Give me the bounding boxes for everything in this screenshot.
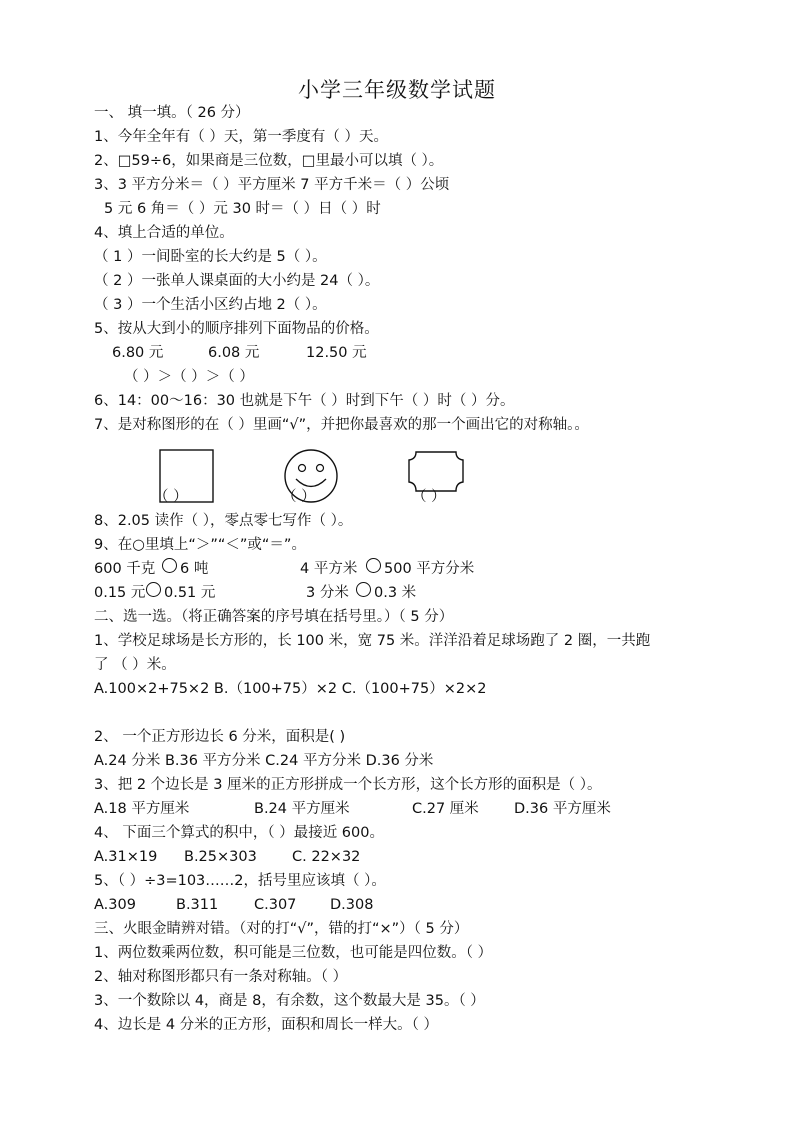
s3-question-2: 2、轴对称图形都只有一条对称轴。（ ） (94, 969, 348, 985)
option: C.27 厘米 (412, 801, 479, 817)
compare-left: 3 分米 (306, 585, 349, 601)
s3-question-3: 3、一个数除以 4，商是 8，有余数，这个数最大是 35。（ ） (94, 993, 485, 1009)
option: B.24 平方厘米 (254, 801, 350, 817)
option: C. 22×32 (292, 849, 361, 865)
s2-question-1-options: A.100×2+75×2 B.（100+75）×2 C.（100+75）×2×2 (94, 681, 487, 697)
option: A.31×19 (94, 849, 158, 865)
compare-circle (162, 558, 177, 573)
figure-bracket: （ ） (154, 489, 188, 505)
s1-question-5: 5、按从大到小的顺序排列下面物品的价格。 (94, 321, 379, 337)
price-item: 6.80 元 (112, 345, 164, 361)
compare-left: 600 千克 (94, 561, 156, 577)
section3-heading: 三、火眼金睛辨对错。（对的打“√”，错的打“×”）（ 5 分） (94, 921, 469, 937)
option: A.309 (94, 897, 136, 913)
compare-right: 0.3 米 (374, 585, 417, 601)
s1-question-7: 7、是对称图形的在（ ）里画“√”，并把你最喜欢的那一个画出它的对称轴。。 (94, 417, 589, 433)
figure-bracket: （ ） (412, 489, 446, 505)
compare-right: 500 平方分米 (384, 561, 475, 577)
s1-question-4-2: （ 2 ）一张单人课桌面的大小约是 24（ ）。 (94, 273, 380, 289)
figure-bracket: （ ） (282, 489, 316, 505)
s3-question-4: 4、边长是 4 分米的正方形，面积和周长一样大。（ ） (94, 1017, 439, 1033)
s1-question-2: 2、□59÷6，如果商是三位数，□里最小可以填（ ）。 (94, 153, 444, 169)
s2-question-4: 4、 下面三个算式的积中，（ ）最接近 600。 (94, 825, 384, 841)
s1-question-4-3: （ 3 ）一个生活小区约占地 2（ ）。 (94, 297, 327, 313)
compare-left: 4 平方米 (300, 561, 358, 577)
option: C.307 (254, 897, 297, 913)
price-order-blanks: （ ）＞（ ）＞（ ） (124, 369, 254, 385)
option: A.18 平方厘米 (94, 801, 190, 817)
s2-question-1a: 1、学校足球场是长方形的，长 100 米，宽 75 米。洋洋沿着足球场跑了 2 圈，一共跑 (94, 633, 651, 649)
s1-question-1: 1、今年全年有（ ）天，第一季度有（ ）天。 (94, 129, 388, 145)
price-item: 12.50 元 (306, 345, 367, 361)
compare-circle (356, 582, 371, 597)
s2-question-5: 5、（ ）÷3=103……2，括号里应该填（ ）。 (94, 873, 386, 889)
section2-heading: 二、选一选。（将正确答案的序号填在括号里。）（ 5 分） (94, 609, 454, 625)
compare-circle (146, 582, 161, 597)
s1-question-4-1: （ 1 ）一间卧室的长大约是 5（ ）。 (94, 249, 327, 265)
compare-right: 0.51 元 (164, 585, 216, 601)
s1-question-6: 6、14：00～16：30 也就是下午（ ）时到下午（ ）时（ ）分。 (94, 393, 515, 409)
compare-left: 0.15 元 (94, 585, 146, 601)
s3-question-1: 1、两位数乘两位数，积可能是三位数，也可能是四位数。（ ） (94, 945, 493, 961)
compare-circle (366, 558, 381, 573)
s1-question-3a: 3、3 平方分米＝（ ）平方厘米 7 平方千米＝（ ）公顷 (94, 177, 450, 193)
option: B.25×303 (184, 849, 257, 865)
option: D.308 (330, 897, 374, 913)
s2-question-2: 2、 一个正方形边长 6 分米，面积是( ) (94, 729, 346, 745)
price-item: 6.08 元 (208, 345, 260, 361)
s2-question-3: 3、把 2 个边长是 3 厘米的正方形拼成一个长方形，这个长方形的面积是（ ）。 (94, 777, 602, 793)
s1-question-8: 8、2.05 读作（ ），零点零七写作（ ）。 (94, 513, 353, 529)
section1-heading: 一、 填一填。（ 26 分） (94, 105, 250, 121)
s2-question-1b: 了 （ ）米。 (94, 657, 176, 673)
compare-right: 6 吨 (180, 561, 209, 577)
s2-question-2-options: A.24 分米 B.36 平方分米 C.24 平方分米 D.36 分米 (94, 753, 434, 769)
option: B.311 (176, 897, 219, 913)
s1-question-9: 9、在○里填上“＞”“＜”或“＝”。 (94, 537, 306, 553)
page-title: 小学三年级数学试题 (298, 78, 496, 102)
s1-question-3b: 5 元 6 角＝（ ）元 30 时＝（ ）日（ ）时 (104, 201, 381, 217)
option: D.36 平方厘米 (514, 801, 611, 817)
s1-question-4: 4、填上合适的单位。 (94, 225, 234, 241)
